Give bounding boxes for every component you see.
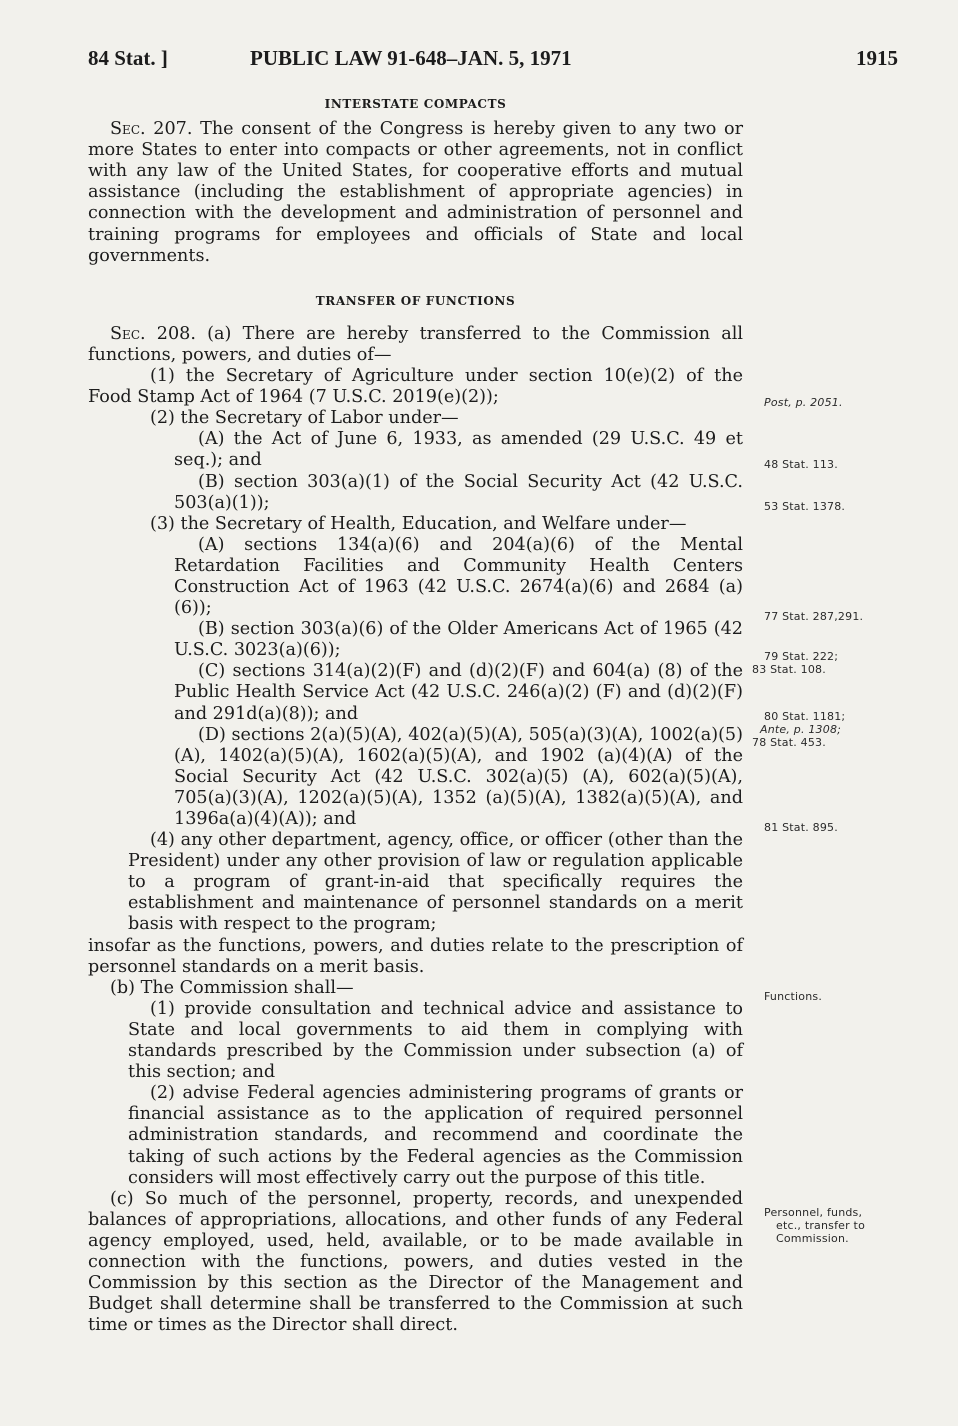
paragraph-a-3: (3) the Secretary of Health, Education, and Welfare under— — [150, 513, 687, 534]
section-208-a — [88, 324, 743, 366]
paragraph-b-1: (1) provide consultation and technical advice and assistance to State and local governments to aid them in complying with standards prescribed by the Commission under subsection (a) of this section; and — [128, 998, 743, 1083]
margin-note: 80 Stat. 1181; Ante, p. 1308; 78 Stat. 453. — [752, 710, 846, 749]
margin-note-functions: Functions. — [764, 990, 823, 1003]
margin-note: 77 Stat. 287,291. — [764, 610, 864, 623]
paragraph-a-2-A: (A) the Act of June 6, 1933, as amended (29 U.S.C. 49 et seq.); and — [174, 429, 743, 471]
insofar-clause: insofar as the functions, powers, and duties relate to the prescription of personnel standards on a merit basis. — [88, 935, 743, 977]
margin-note: 53 Stat. 1378. — [764, 500, 846, 513]
main-text — [88, 94, 743, 1336]
page-number: 1915 — [856, 46, 898, 70]
section-207 — [88, 119, 743, 267]
paragraph-a-3-B: (B) section 303(a)(6) of the Older Americans Act of 1965 (42 U.S.C. 3023(a)(6)); — [174, 619, 743, 661]
page-title: PUBLIC LAW 91-648–JAN. 5, 1971 — [250, 46, 572, 70]
paragraph-a-3-D: (D) sections 2(a)(5)(A), 402(a)(5)(A), 505(a)(3)(A), 1002(a)(5)(A), 1402(a)(5)(A), 1602(a)(5)(A), and 1902 (a)(4)(A) of the Social Security Act (42 U.S.C. 302(a)(5) (A), 602(a)(5)(A), 705(a)(3)(A), 1202(a)(5)(A), 1352 (a)(5)(A), 1382(a)(5)(A), and 1396a(a)(4)(A)); and — [174, 724, 743, 829]
running-header — [88, 46, 898, 74]
paragraph-a-3-C: (C) sections 314(a)(2)(F) and (d)(2)(F) and 604(a) (8) of the Public Health Service Act (42 U.S.C. 246(a)(2) (F) and (d)(2)(F) and 291d(a)(8)); and — [174, 661, 743, 724]
section-207-text: The consent of the Congress is hereby given to any two or more States to enter into compacts or other agreements, not in conflict with any law of the United States, for cooperative efforts and mutual assistance (including the establishment of appropriate agencies) in connection with the development and administration of personnel and training programs for employees and officials of State and local governments. — [88, 119, 744, 266]
section-label: Sec. 208. — [110, 323, 196, 344]
margin-note: 48 Stat. 113. — [764, 458, 838, 471]
paragraph-a-1: (1) the Secretary of Agriculture under section 10(e)(2) of the Food Stamp Act of 1964 (7 U.S.C. 2019(e)(2)); — [88, 366, 743, 408]
margin-note: Post, p. 2051. — [764, 396, 843, 409]
section-208-b: (b) The Commission shall— — [110, 977, 354, 998]
section-heading-interstate-compacts: INTERSTATE COMPACTS — [324, 97, 507, 111]
section-heading-transfer-of-functions: TRANSFER OF FUNCTIONS — [315, 293, 516, 308]
section-label: Sec. 207. — [110, 119, 193, 140]
paragraph-b-2: (2) advise Federal agencies administering programs of grants or financial assistance as to the application of required personnel administration standards, and recommend and coordinate the taking of such actions by the Federal agencies as the Commission considers will most effectively carry out the purpose of this title. — [128, 1083, 743, 1188]
volume-citation: 84 Stat. ] — [88, 46, 168, 70]
paragraph-a-2: (2) the Secretary of Labor under— — [150, 408, 459, 429]
section-208-c: (c) So much of the personnel, property, records, and unexpended balances of appropriations, allocations, and other funds of any Federal agency employed, used, held, available, or to be made available in connection with the functions, powers, and duties vested in the Commission by this section as the Director of the Management and Budget shall determine shall be transferred to the Commission at such time or times as the Director shall direct. — [88, 1188, 743, 1336]
paragraph-a-2-B: (B) section 303(a)(1) of the Social Security Act (42 U.S.C. 503(a)(1)); — [174, 471, 743, 513]
paragraph-a-4: (4) any other department, agency, office, or officer (other than the President) under any other provision of law or regulation applicable to a program of grant-in-aid that specifically requires the establishment and maintenance of personnel standards on a merit basis with respect to the program; — [128, 830, 743, 935]
margin-note: 81 Stat. 895. — [764, 821, 838, 834]
margin-note-personnel: Personnel, funds, etc., transfer to Commission. — [764, 1206, 865, 1245]
paragraph-a-3-A: (A) sections 134(a)(6) and 204(a)(6) of the Mental Retardation Facilities and Community Health Centers Construction Act of 1963 (42 U.S.C. 2674(a)(6) and 2684 (a)(6)); — [174, 534, 743, 619]
section-208-a-text: (a) There are hereby transferred to the Commission all functions, powers, and duties of— — [88, 323, 743, 365]
margin-note: 79 Stat. 222; 83 Stat. 108. — [752, 650, 839, 676]
